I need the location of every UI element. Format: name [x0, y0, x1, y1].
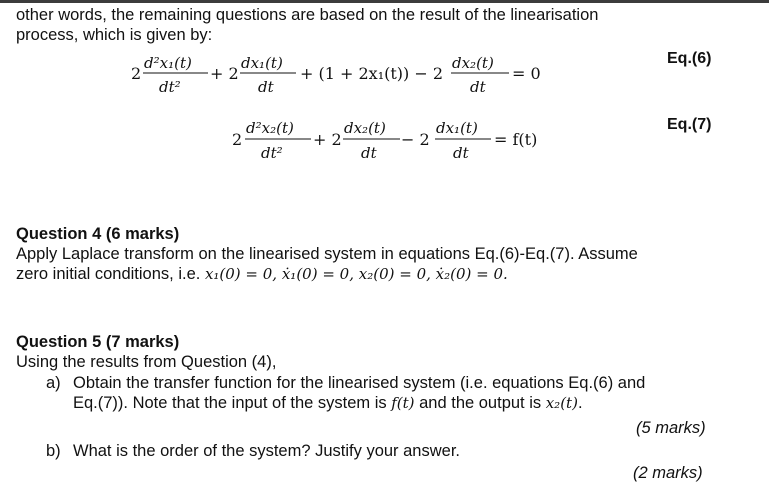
question-5-title: Question 5 (7 marks)	[16, 333, 180, 351]
eq6-den2: dt	[258, 78, 274, 96]
eq7-minus: − 2	[401, 130, 430, 149]
question-4-line-2	[16, 264, 508, 284]
eq6-plus1: + 2	[210, 64, 239, 83]
question-5-intro: Using the results from Question (4),	[16, 353, 277, 371]
eq7-den3: dt	[453, 144, 469, 162]
eq7-label: Eq.(7)	[667, 116, 712, 133]
question-5a-line-2-end: .	[577, 394, 583, 412]
question-5a-line-1: Obtain the transfer function for the linearised system (i.e. equations Eq.(6) and	[73, 374, 646, 392]
question-5b-marks: (2 marks)	[633, 464, 703, 482]
question-4-initial-conditions: x₁(0) = 0, ẋ₁(0) = 0, x₂(0) = 0, ẋ₂(0) = 0.	[204, 265, 508, 283]
eq6-den1: dt²	[159, 78, 181, 96]
question-5a-input-symbol: f(t)	[391, 394, 415, 412]
equation-6	[0, 48, 769, 108]
eq6-coef: 2	[131, 64, 142, 83]
question-5a-marks: (5 marks)	[636, 419, 706, 437]
eq6-den3: dt	[470, 78, 486, 96]
top-border	[0, 0, 769, 3]
eq7-num3: dx₁(t)	[436, 119, 478, 137]
eq6-num3: dx₂(t)	[452, 54, 494, 72]
intro-line-1: other words, the remaining questions are based on the result of the linearisation	[16, 6, 599, 24]
eq7-den2: dt	[361, 144, 377, 162]
question-5a-output-symbol: x₂(t)	[545, 394, 578, 412]
eq6-num2: dx₁(t)	[241, 54, 283, 72]
question-5b-text: What is the order of the system? Justify your answer.	[73, 442, 460, 460]
question-4-line-1: Apply Laplace transform on the linearised system in equations Eq.(6)-Eq.(7). Assume	[16, 245, 638, 263]
eq7-coef: 2	[232, 130, 243, 149]
eq6-rhs: = 0	[512, 64, 541, 83]
question-4-line-2-text: zero initial conditions, i.e.	[16, 265, 205, 283]
eq7-num1: d²x₂(t)	[246, 119, 294, 137]
question-5a-line-2-pre: Eq.(7)). Note that the input of the system is	[73, 394, 392, 412]
intro-line-2: process, which is given by:	[16, 26, 213, 44]
eq7-rhs: = f(t)	[494, 130, 538, 149]
eq7-den1: dt²	[261, 144, 283, 162]
eq6-mid: + (1 + 2x₁(t)) − 2	[300, 64, 444, 83]
eq7-num2: dx₂(t)	[344, 119, 386, 137]
eq6-label: Eq.(6)	[667, 50, 712, 67]
question-5a-line-2-mid: and the output is	[414, 394, 546, 412]
eq7-plus1: + 2	[313, 130, 342, 149]
question-4-title: Question 4 (6 marks)	[16, 225, 180, 243]
eq6-num1: d²x₁(t)	[144, 54, 192, 72]
question-5a-label: a)	[46, 374, 61, 392]
question-5b-label: b)	[46, 442, 61, 460]
question-5a-line-2	[73, 393, 583, 413]
equation-7	[0, 112, 769, 172]
